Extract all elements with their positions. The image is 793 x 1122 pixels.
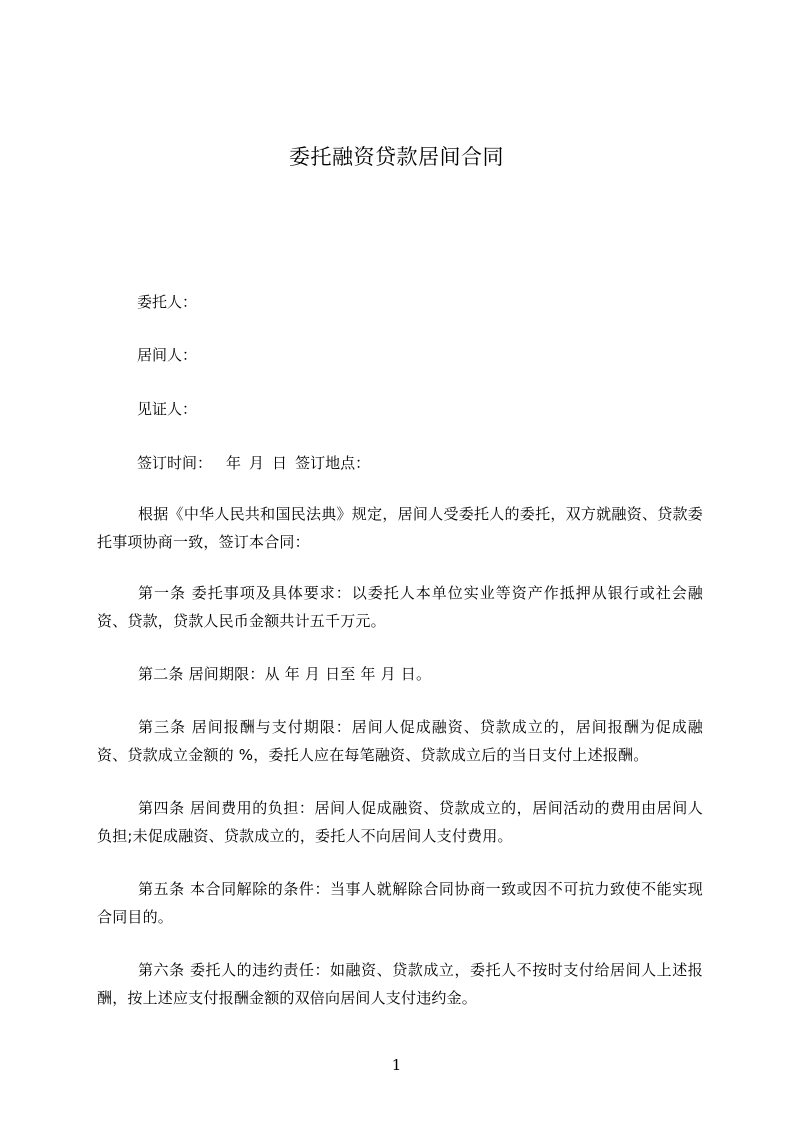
article-5: 第五条 本合同解除的条件：当事人就解除合同协商一致或因不可抗力致使不能实现合同目的。 (97, 880, 703, 926)
witness-field (137, 398, 197, 420)
signing-day: 日 (272, 454, 288, 472)
article-2: 第二条 居间期限：从 年 月 日至 年 月 日。 (138, 665, 432, 683)
page-number: 1 (391, 1056, 402, 1074)
article-6: 第六条 委托人的违约责任：如融资、贷款成立，委托人不按时支付给居间人上述报酬，按上述应支付报酬金额的双倍向居间人支付违约金。 (97, 961, 703, 1007)
signing-year: 年 (226, 454, 242, 472)
signing-place-label: 签订地点： (295, 454, 371, 472)
document-title: 委托融资贷款居间合同 (289, 145, 504, 169)
article-3: 第三条 居间报酬与支付期限：居间人促成融资、贷款成立的，居间报酬为促成融资、贷款成立金额的 %，委托人应在每笔融资、贷款成立后的当日支付上述报酬。 (97, 718, 703, 764)
article-1: 第一条 委托事项及具体要求：以委托人本单位实业等资产作抵押从银行或社会融资、贷款，贷款人民币金额共计五千万元。 (97, 584, 703, 630)
article-4: 第四条 居间费用的负担：居间人促成融资、贷款成立的，居间活动的费用由居间人负担;未促成融资、贷款成立的，委托人不向居间人支付费用。 (97, 799, 703, 845)
signing-time-label: 签订时间： (137, 454, 213, 472)
witness-label: 见证人： (137, 400, 198, 418)
intermediary-field (137, 344, 197, 366)
signing-info-line (137, 452, 370, 474)
client-field (137, 291, 197, 313)
intermediary-label: 居间人： (137, 346, 198, 364)
signing-month: 月 (249, 454, 265, 472)
preamble-paragraph: 根据《中华人民共和国民法典》规定，居间人受委托人的委托，双方就融资、贷款委托事项协商一致，签订本合同： (97, 505, 703, 551)
client-label: 委托人： (137, 293, 198, 311)
